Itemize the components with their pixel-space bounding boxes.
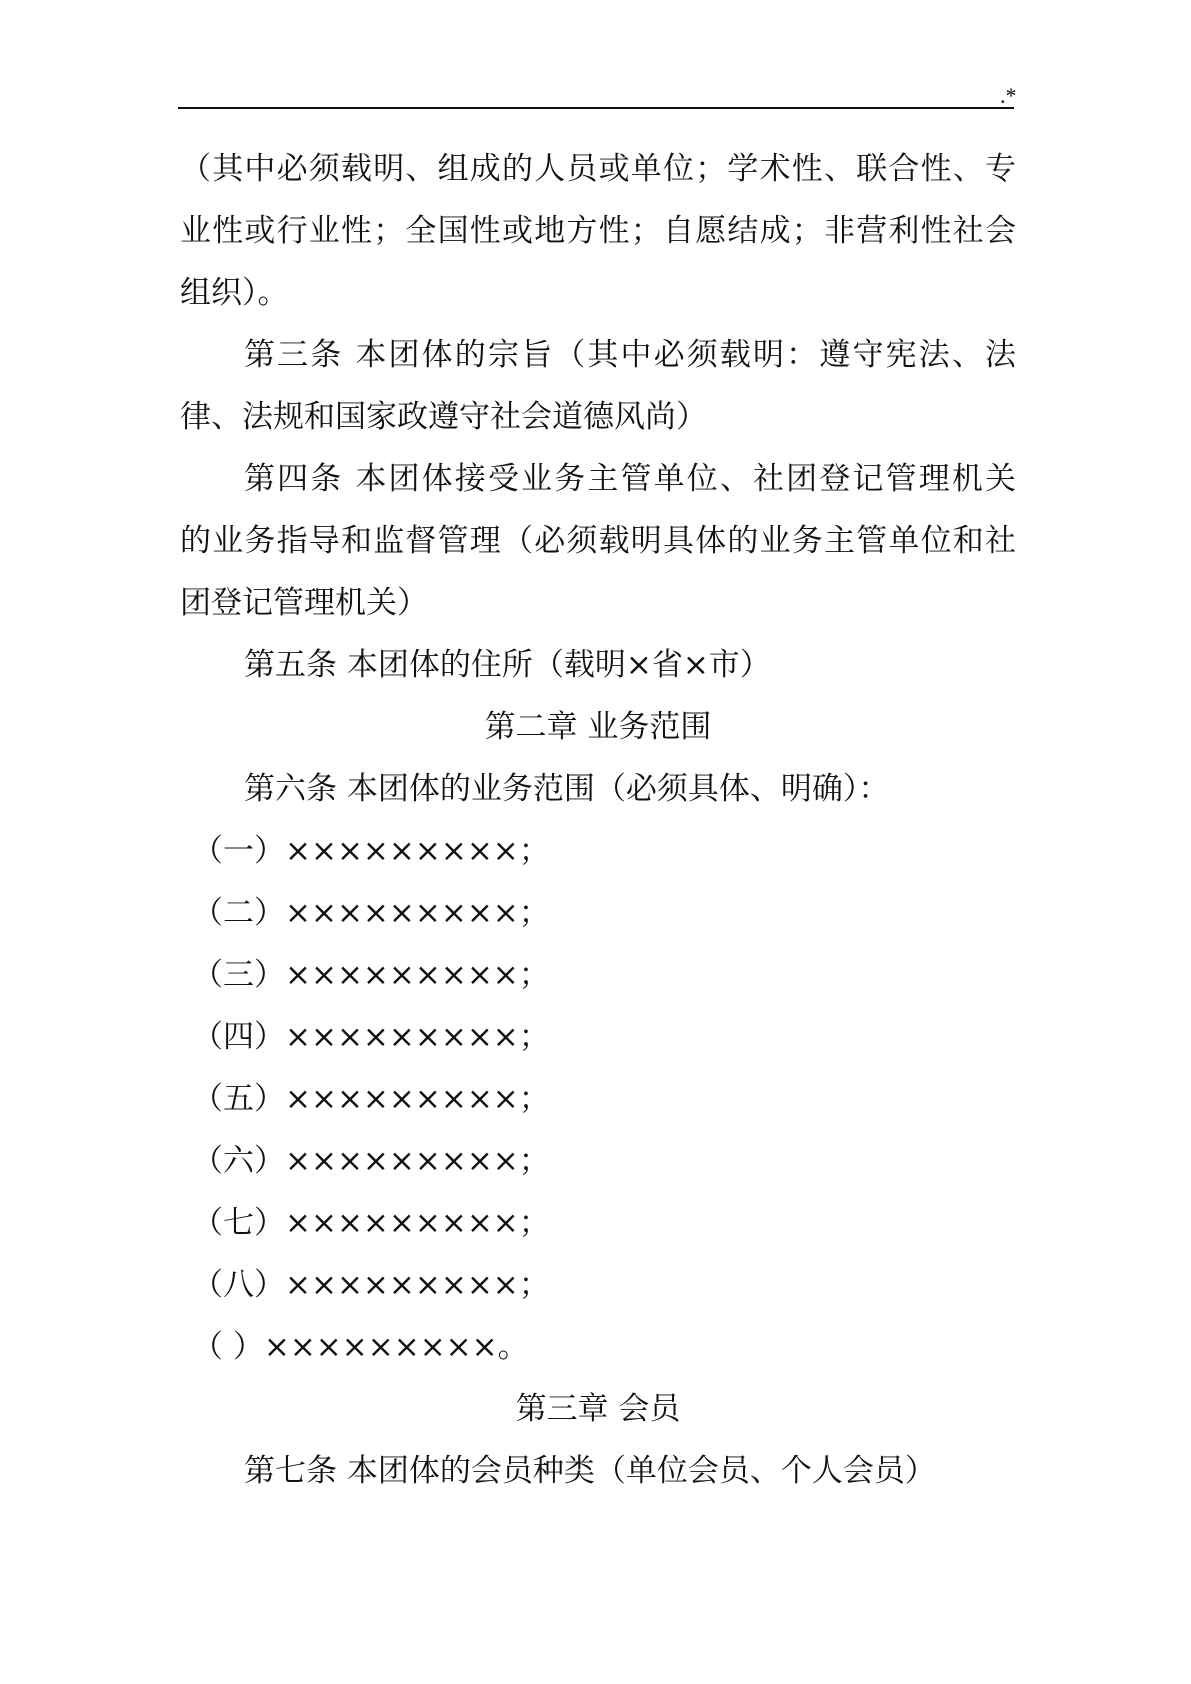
list-item: （三）×××××××××；: [192, 957, 550, 993]
list-item: （七）×××××××××；: [192, 1205, 550, 1241]
article-5-line: 第五条 本团体的住所（载明×省×市）: [244, 647, 771, 683]
paragraph-line: 业性或行业性；全国性或地方性；自愿结成；非营利性社会: [180, 213, 1016, 249]
list-item: （五）×××××××××；: [192, 1081, 550, 1117]
article-4-line: 第四条 本团体接受业务主管单位、社团登记管理机关: [244, 461, 1016, 497]
article-3-line: 律、法规和国家政遵守社会道德风尚）: [180, 399, 707, 435]
article-4-line: 的业务指导和监督管理（必须载明具体的业务主管单位和社: [180, 523, 1016, 559]
header-mark: .*: [1000, 83, 1017, 108]
article-6-line: 第六条 本团体的业务范围（必须具体、明确）：: [244, 771, 890, 807]
article-3-line: 第三条 本团体的宗旨（其中必须载明：遵守宪法、法: [244, 337, 1016, 373]
paragraph-line: 组织）。: [180, 275, 289, 311]
document-body: [180, 138, 1016, 1502]
list-item: （二）×××××××××；: [192, 895, 550, 931]
article-4-line: 团登记管理机关）: [180, 585, 428, 621]
chapter-3-heading: 第三章 会员: [515, 1391, 681, 1427]
list-item: （一）×××××××××；: [192, 833, 550, 869]
paragraph-line: （其中必须载明、组成的人员或单位；学术性、联合性、专: [180, 151, 1016, 187]
list-item: （四）×××××××××；: [192, 1019, 550, 1055]
header-rule: [178, 107, 1014, 109]
list-item: （六）×××××××××；: [192, 1143, 550, 1179]
article-7-line: 第七条 本团体的会员种类（单位会员、个人会员）: [244, 1453, 936, 1489]
list-item: （ ）×××××××××。: [192, 1329, 529, 1365]
chapter-2-heading: 第二章 业务范围: [484, 709, 712, 745]
list-item: （八）×××××××××；: [192, 1267, 550, 1303]
